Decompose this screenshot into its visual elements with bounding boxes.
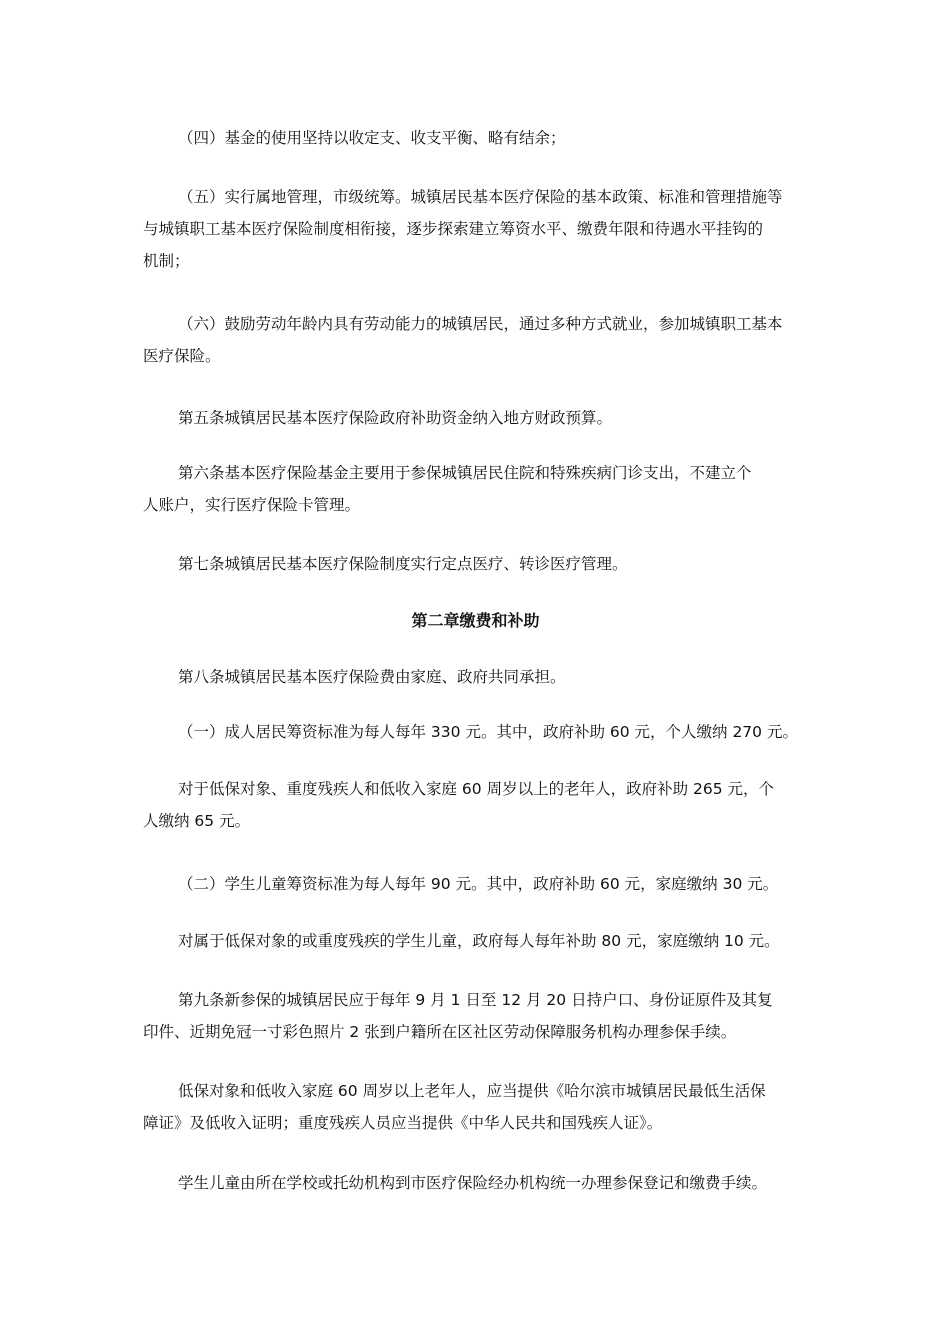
text-line: （二）学生儿童筹资标准为每人每年 90 元。其中，政府补助 60 元，家庭缴纳 30 元。 xyxy=(178,875,779,893)
text-line: 人缴纳 65 元。 xyxy=(143,812,251,830)
chapter-heading: 第二章缴费和补助 xyxy=(411,611,540,630)
paragraph xyxy=(143,1075,808,1139)
text-line: 机制； xyxy=(143,252,190,270)
paragraph xyxy=(143,122,808,154)
paragraph xyxy=(143,402,808,434)
text-line: 对属于低保对象的或重度残疾的学生儿童，政府每人每年补助 80 元，家庭缴纳 10 元。 xyxy=(178,932,780,950)
text-line: 印件、近期免冠一寸彩色照片 2 张到户籍所在区社区劳动保障服务机构办理参保手续。 xyxy=(143,1023,737,1041)
paragraph xyxy=(143,716,808,748)
paragraph xyxy=(143,181,808,277)
paragraph xyxy=(143,308,808,372)
text-line: 第九条新参保的城镇居民应于每年 9 月 1 日至 12 月 20 日持户口、身份证原件及其复 xyxy=(178,991,773,1009)
text-line: 障证》及低收入证明；重度残疾人员应当提供《中华人民共和国残疾人证》。 xyxy=(143,1114,663,1132)
paragraph xyxy=(143,457,808,521)
paragraph xyxy=(143,984,808,1048)
text-line: 医疗保险。 xyxy=(143,347,221,365)
text-line: 第六条基本医疗保险基金主要用于参保城镇居民住院和特殊疾病门诊支出，不建立个 xyxy=(178,464,752,482)
paragraph xyxy=(143,773,808,837)
paragraph xyxy=(143,1167,808,1199)
text-line: （五）实行属地管理，市级统筹。城镇居民基本医疗保险的基本政策、标准和管理措施等 xyxy=(178,188,783,206)
text-line: 第五条城镇居民基本医疗保险政府补助资金纳入地方财政预算。 xyxy=(178,409,613,427)
paragraph xyxy=(143,868,808,900)
text-line: 第七条城镇居民基本医疗保险制度实行定点医疗、转诊医疗管理。 xyxy=(178,555,628,573)
text-line: （四）基金的使用坚持以收定支、收支平衡、略有结余； xyxy=(178,129,566,147)
paragraph xyxy=(143,661,808,693)
text-line: 与城镇职工基本医疗保险制度相衔接，逐步探索建立筹资水平、缴费年限和待遇水平挂钩的 xyxy=(143,220,764,238)
text-line: 人账户，实行医疗保险卡管理。 xyxy=(143,496,361,514)
text-line: 学生儿童由所在学校或托幼机构到市医疗保险经办机构统一办理参保登记和缴费手续。 xyxy=(178,1174,768,1192)
text-line: （六）鼓励劳动年龄内具有劳动能力的城镇居民，通过多种方式就业，参加城镇职工基本 xyxy=(178,315,783,333)
text-line: 对于低保对象、重度残疾人和低收入家庭 60 周岁以上的老年人，政府补助 265 元，个 xyxy=(178,780,775,798)
text-line: 第八条城镇居民基本医疗保险费由家庭、政府共同承担。 xyxy=(178,668,566,686)
text-line: 低保对象和低收入家庭 60 周岁以上老年人，应当提供《哈尔滨市城镇居民最低生活保 xyxy=(178,1082,766,1100)
paragraph xyxy=(143,925,808,957)
paragraph xyxy=(143,548,808,580)
text-line: （一）成人居民筹资标准为每人每年 330 元。其中，政府补助 60 元，个人缴纳 270 元。 xyxy=(178,723,798,741)
